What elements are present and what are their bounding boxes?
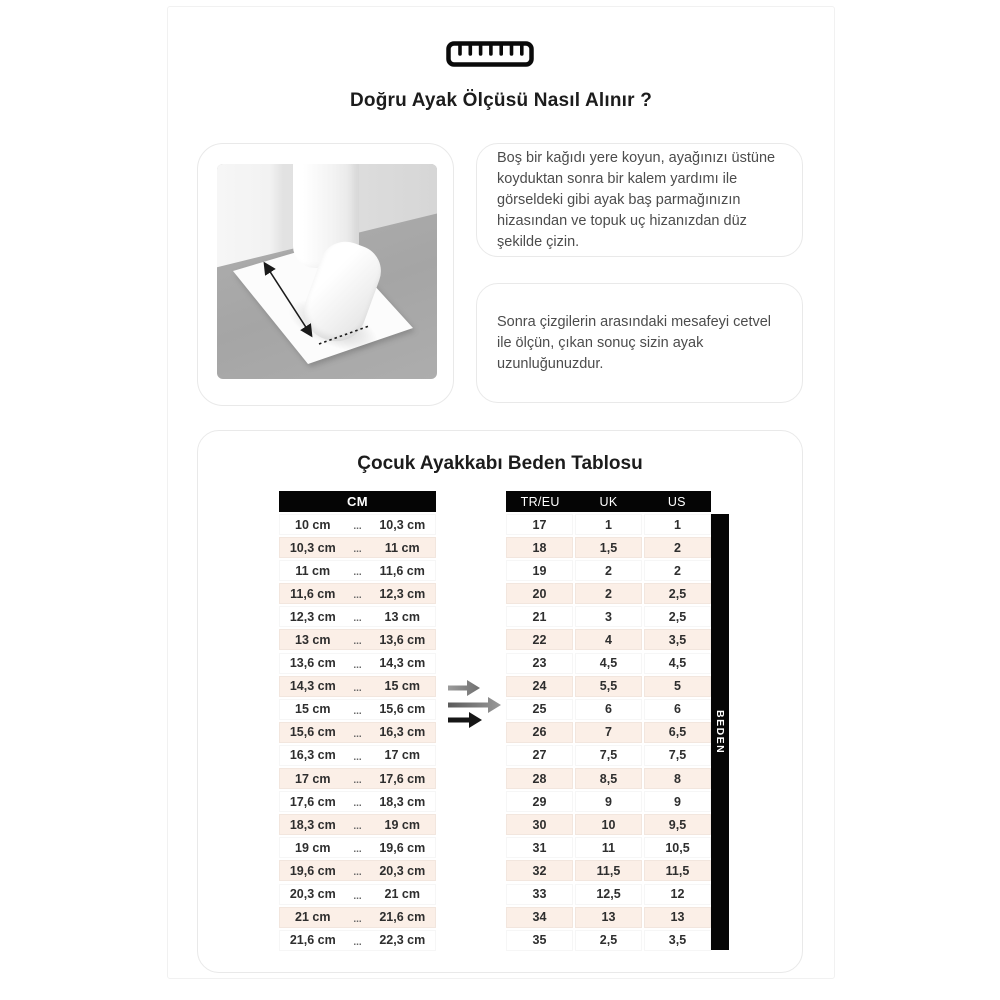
table-row (506, 537, 711, 558)
uk-size-value: 12,5 (575, 884, 642, 905)
table-row (279, 537, 436, 558)
table-row (279, 653, 436, 674)
us-size-value: 9,5 (644, 814, 711, 835)
cm-min-value: 10 cm (295, 517, 331, 532)
cm-min-value: 21,6 cm (289, 933, 336, 948)
table-row (506, 514, 711, 535)
conversion-table-header (506, 491, 711, 512)
separator-dots: ... (353, 821, 362, 833)
table-row (279, 629, 436, 650)
cm-min-value: 16,3 cm (289, 748, 336, 763)
separator-dots: ... (353, 682, 362, 694)
cm-max-value: 11,6 cm (379, 563, 425, 578)
uk-size-value: 9 (575, 791, 642, 812)
us-size-value: 13 (644, 907, 711, 928)
beden-side-bar (711, 514, 729, 950)
tr-eu-size-value: 18 (506, 537, 573, 558)
uk-size-value: 4,5 (575, 653, 642, 674)
table-row (279, 560, 436, 581)
cm-max-value: 18,3 cm (379, 794, 426, 809)
cm-max-value: 20,3 cm (379, 863, 426, 878)
table-row (506, 745, 711, 766)
tr-eu-size-value: 35 (506, 930, 573, 951)
table-row (279, 606, 436, 627)
table-row (279, 676, 436, 697)
uk-size-value: 2 (575, 583, 642, 604)
instruction-card-1 (476, 143, 803, 257)
uk-size-value: 11,5 (575, 860, 642, 881)
table-row (279, 860, 436, 881)
cm-max-value: 17,6 cm (379, 771, 426, 786)
tr-eu-size-value: 34 (506, 907, 573, 928)
table-row (506, 930, 711, 951)
table-row (279, 745, 436, 766)
cm-max-value: 15 cm (384, 679, 420, 694)
cm-min-value: 13 cm (295, 632, 331, 647)
instruction-card-2 (476, 283, 803, 403)
cm-min-value: 11,6 cm (290, 586, 336, 601)
table-row (506, 768, 711, 789)
separator-dots: ... (353, 705, 362, 717)
cm-max-value: 16,3 cm (379, 725, 426, 740)
cm-max-value: 21 cm (384, 887, 420, 901)
uk-size-value: 5,5 (575, 676, 642, 697)
table-row (506, 583, 711, 604)
cm-min-value: 14,3 cm (289, 679, 336, 694)
cm-min-value: 18,3 cm (289, 817, 336, 832)
separator-dots: ... (353, 936, 362, 948)
size-table-title: Çocuk Ayakkabı Beden Tablosu (357, 453, 643, 474)
uk-size-value: 11 (575, 837, 642, 858)
uk-size-value: 8,5 (575, 768, 642, 789)
separator-dots: ... (353, 890, 362, 902)
us-size-value: 6,5 (644, 722, 711, 743)
instruction-text-1: Boş bir kağıdı yere koyun, ayağınızı üstüne koyduktan sonra bir kalem yardımı ile görseldeki gibi ayak baş parmağınızın hizasından ve topuk uç hizanızdan düz şekilde çizin. (497, 149, 776, 250)
tr-eu-size-value: 23 (506, 653, 573, 674)
measure-photo-card (197, 143, 454, 406)
tr-eu-size-value: 32 (506, 860, 573, 881)
cm-min-value: 17 cm (295, 771, 331, 786)
table-row (506, 676, 711, 697)
tr-eu-size-value: 25 (506, 699, 573, 720)
us-size-value: 7,5 (644, 745, 711, 766)
tr-eu-size-value: 17 (506, 514, 573, 535)
separator-dots: ... (353, 567, 362, 579)
separator-dots: ... (353, 775, 362, 787)
cm-max-value: 19,6 cm (379, 840, 426, 855)
page-title: Doğru Ayak Ölçüsü Nasıl Alınır ? (349, 90, 652, 111)
table-row (279, 907, 436, 928)
cm-min-value: 12,3 cm (289, 609, 336, 624)
cm-max-value: 17 cm (384, 748, 420, 763)
cm-min-value: 21 cm (295, 910, 331, 925)
cm-table (279, 491, 436, 953)
us-size-value: 11,5 (644, 860, 711, 881)
ruler-icon (446, 41, 534, 67)
cm-max-value: 11 cm (384, 540, 420, 555)
tr-eu-size-value: 33 (506, 884, 573, 905)
measure-arrow-overlay (217, 164, 437, 379)
table-row (279, 514, 436, 535)
cm-max-value: 15,6 cm (379, 702, 426, 717)
table-row (506, 560, 711, 581)
column-header-us: US (667, 494, 686, 509)
cm-max-value: 21,6 cm (379, 910, 426, 925)
separator-dots: ... (353, 913, 362, 925)
cm-min-value: 19 cm (295, 840, 331, 855)
column-header-tr-eu: TR/EU (520, 494, 560, 509)
cm-table-header: CM (279, 491, 436, 512)
separator-dots: ... (353, 544, 362, 556)
beden-label: BEDEN (714, 709, 726, 755)
table-row (506, 722, 711, 743)
tr-eu-size-value: 21 (506, 606, 573, 627)
separator-dots: ... (353, 613, 362, 625)
cm-min-value: 15,6 cm (289, 725, 336, 740)
table-row (279, 930, 436, 951)
us-size-value: 4,5 (644, 653, 711, 674)
conversion-table (506, 491, 711, 953)
table-row (506, 699, 711, 720)
tr-eu-size-value: 29 (506, 791, 573, 812)
uk-size-value: 4 (575, 629, 642, 650)
cm-min-value: 11 cm (295, 563, 331, 578)
uk-size-value: 2 (575, 560, 642, 581)
size-table-card (197, 430, 803, 973)
us-size-value: 3,5 (644, 629, 711, 650)
table-row (279, 768, 436, 789)
table-row (506, 791, 711, 812)
separator-dots: ... (353, 521, 362, 532)
uk-size-value: 6 (575, 699, 642, 720)
table-row (506, 884, 711, 905)
tr-eu-size-value: 30 (506, 814, 573, 835)
separator-dots: ... (353, 867, 362, 879)
uk-size-value: 7 (575, 722, 642, 743)
uk-size-value: 10 (575, 814, 642, 835)
us-size-value: 5 (644, 676, 711, 697)
table-row (279, 884, 436, 905)
uk-size-value: 7,5 (575, 745, 642, 766)
foot-measure-photo (217, 164, 437, 379)
cm-max-value: 13,6 cm (379, 632, 426, 647)
tr-eu-size-value: 22 (506, 629, 573, 650)
separator-dots: ... (353, 659, 362, 671)
us-size-value: 2 (644, 537, 711, 558)
cm-min-value: 17,6 cm (289, 794, 336, 809)
separator-dots: ... (353, 728, 362, 740)
table-row (506, 814, 711, 835)
uk-size-value: 2,5 (575, 930, 642, 951)
uk-size-value: 1,5 (575, 537, 642, 558)
separator-dots: ... (353, 844, 362, 856)
cm-max-value: 19 cm (384, 817, 420, 832)
conversion-arrows-icon (447, 677, 503, 729)
tr-eu-size-value: 24 (506, 676, 573, 697)
table-row (506, 629, 711, 650)
uk-size-value: 13 (575, 907, 642, 928)
conversion-table-body (506, 514, 711, 951)
us-size-value: 8 (644, 768, 711, 789)
cm-max-value: 14,3 cm (379, 656, 426, 671)
table-row (279, 791, 436, 812)
us-size-value: 9 (644, 791, 711, 812)
tr-eu-size-value: 19 (506, 560, 573, 581)
cm-min-value: 15 cm (295, 702, 331, 717)
table-row (279, 814, 436, 835)
table-row (506, 653, 711, 674)
cm-max-value: 13 cm (384, 609, 420, 624)
table-row (279, 699, 436, 720)
table-row (279, 837, 436, 858)
us-size-value: 10,5 (644, 837, 711, 858)
table-row (506, 860, 711, 881)
uk-size-value: 3 (575, 606, 642, 627)
separator-dots: ... (353, 751, 362, 763)
separator-dots: ... (353, 798, 362, 810)
us-size-value: 3,5 (644, 930, 711, 951)
tr-eu-size-value: 26 (506, 722, 573, 743)
column-header-uk: UK (599, 494, 618, 509)
cm-min-value: 19,6 cm (289, 863, 336, 878)
cm-table-body (279, 514, 436, 951)
tr-eu-size-value: 31 (506, 837, 573, 858)
table-row (506, 837, 711, 858)
separator-dots: ... (353, 636, 362, 648)
cm-min-value: 13,6 cm (289, 656, 336, 671)
us-size-value: 2,5 (644, 583, 711, 604)
cm-min-value: 10,3 cm (289, 540, 336, 555)
table-row (506, 907, 711, 928)
tr-eu-size-value: 28 (506, 768, 573, 789)
cm-max-value: 22,3 cm (379, 933, 426, 948)
table-row (279, 583, 436, 604)
instruction-text-2: Sonra çizgilerin arasındaki mesafeyi cetvel ile ölçün, çıkan sonuç sizin ayak uzunluğunuzdur. (497, 313, 772, 372)
table-row (506, 606, 711, 627)
cm-min-value: 20,3 cm (289, 887, 336, 901)
cm-max-value: 10,3 cm (379, 517, 426, 532)
us-size-value: 1 (644, 514, 711, 535)
tr-eu-size-value: 20 (506, 583, 573, 604)
separator-dots: ... (353, 590, 362, 602)
us-size-value: 12 (644, 884, 711, 905)
uk-size-value: 1 (575, 514, 642, 535)
table-row (279, 722, 436, 743)
cm-max-value: 12,3 cm (379, 586, 426, 601)
us-size-value: 2 (644, 560, 711, 581)
us-size-value: 2,5 (644, 606, 711, 627)
us-size-value: 6 (644, 699, 711, 720)
tr-eu-size-value: 27 (506, 745, 573, 766)
